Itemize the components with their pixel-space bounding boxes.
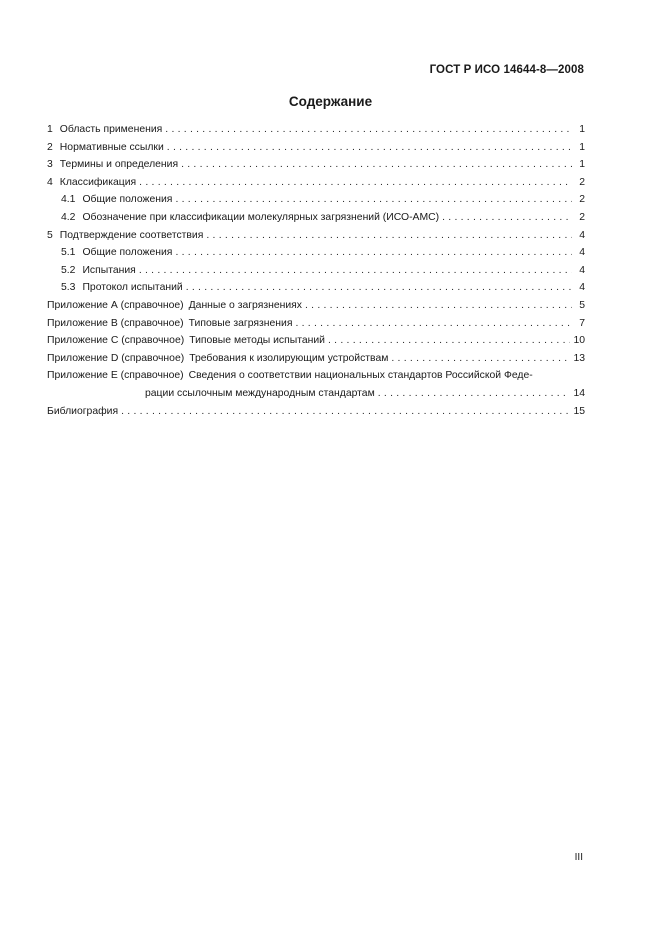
dot-leader [378, 385, 571, 403]
toc-entry-number: 5.3 [61, 282, 76, 294]
toc-entry-page: 4 [579, 247, 585, 259]
dot-leader [295, 315, 572, 333]
toc-entry-page: 2 [579, 211, 585, 223]
toc-entry-title: Типовые методы испытаний [189, 335, 325, 347]
toc-entry-title: Классификация [59, 176, 137, 188]
toc-entry-appendix[interactable] [47, 332, 585, 350]
dot-leader [305, 297, 572, 315]
toc-entry[interactable] [47, 156, 585, 174]
toc-entry-number: 1 [47, 124, 53, 135]
appendix-label: Приложение С (справочное) [47, 335, 185, 347]
toc-entry-title: Типовые загрязнения [188, 317, 293, 329]
toc-entry-number: 4.1 [61, 194, 76, 206]
toc-entry-page: 2 [579, 194, 585, 206]
toc-entry-page: 15 [573, 405, 585, 417]
toc-entry[interactable] [47, 174, 585, 192]
dot-leader [186, 279, 572, 297]
toc-entry-title: Подтверждение соответствия [59, 229, 204, 241]
toc-entry-number: 4.2 [61, 211, 76, 223]
appendix-label: Приложение В (справочное) [47, 317, 184, 329]
dot-leader [391, 350, 570, 368]
toc-entry-appendix[interactable] [47, 367, 585, 385]
toc-entry-title: Испытания [82, 264, 136, 276]
toc-entry-page: 10 [573, 335, 585, 347]
dot-leader [175, 191, 572, 209]
toc-entry-title: Общие положения [82, 194, 173, 206]
dot-leader [139, 262, 572, 280]
dot-leader [139, 174, 572, 192]
dot-leader [181, 156, 572, 174]
page-number: III [574, 852, 583, 863]
document-code: ГОСТ Р ИСО 14644-8—2008 [429, 64, 584, 76]
toc-entry[interactable] [47, 244, 585, 262]
toc-entry-title-continuation: рации ссылочным международным стандартам [145, 387, 375, 399]
appendix-label: Приложение А (справочное) [47, 299, 184, 311]
dot-leader [175, 244, 572, 262]
toc-entry-title: Область применения [59, 124, 163, 135]
toc-entry-title: Библиография [47, 405, 119, 417]
toc-entry-page: 1 [579, 159, 585, 171]
toc-entry-title: Обозначение при классификации молекулярных загрязнений (ИСО-АМС) [82, 211, 440, 223]
appendix-label: Приложение Е (справочное) [47, 370, 184, 382]
appendix-label: Приложение D (справочное) [47, 352, 185, 364]
toc-entry-number: 3 [47, 159, 53, 171]
toc-entry[interactable] [47, 227, 585, 245]
toc-entry-appendix[interactable] [47, 297, 585, 315]
toc-entry-title: Нормативные ссылки [59, 141, 164, 153]
toc-entry-number: 4 [47, 176, 53, 188]
toc-entry-title: Протокол испытаний [82, 282, 183, 294]
toc-entry-page: 13 [573, 352, 585, 364]
dot-leader [167, 139, 572, 157]
toc-entry-number: 5 [47, 229, 53, 241]
toc-entry-page: 14 [573, 387, 585, 399]
toc-entry-number: 5.2 [61, 264, 76, 276]
toc-entry[interactable] [47, 279, 585, 297]
dot-leader [121, 403, 570, 421]
toc-entry-page: 4 [579, 282, 585, 294]
dot-leader [442, 209, 572, 227]
toc-entry-page: 1 [579, 124, 585, 135]
toc-entry-number: 5.1 [61, 247, 76, 259]
toc-entry-continuation[interactable] [47, 385, 585, 403]
toc-entry-page: 4 [579, 264, 585, 276]
toc-entry-title: Данные о загрязнениях [188, 299, 302, 311]
toc-entry[interactable] [47, 262, 585, 280]
toc-entry[interactable] [47, 209, 585, 227]
toc-entry[interactable] [47, 139, 585, 157]
toc-entry[interactable] [47, 121, 585, 139]
table-of-contents [47, 121, 585, 420]
toc-entry-title: Общие положения [82, 247, 173, 259]
toc-entry-number: 2 [47, 141, 53, 153]
toc-entry-title: Термины и определения [59, 159, 179, 171]
toc-entry-appendix[interactable] [47, 350, 585, 368]
dot-leader [328, 332, 570, 350]
toc-entry-page: 7 [579, 317, 585, 329]
dot-leader [165, 121, 572, 139]
toc-entry[interactable] [47, 191, 585, 209]
toc-entry-title: Сведения о соответствии национальных стандартов Российской Феде- [188, 370, 533, 382]
toc-entry-page: 4 [579, 229, 585, 241]
toc-entry-page: 2 [579, 176, 585, 188]
toc-entry-title: Требования к изолирующим устройствам [189, 352, 389, 364]
toc-title: Содержание [288, 94, 373, 109]
toc-entry-page: 5 [579, 299, 585, 311]
dot-leader [206, 227, 572, 245]
toc-entry-bibliography[interactable] [47, 403, 585, 421]
toc-entry-page: 1 [579, 141, 585, 153]
toc-entry-appendix[interactable] [47, 315, 585, 333]
